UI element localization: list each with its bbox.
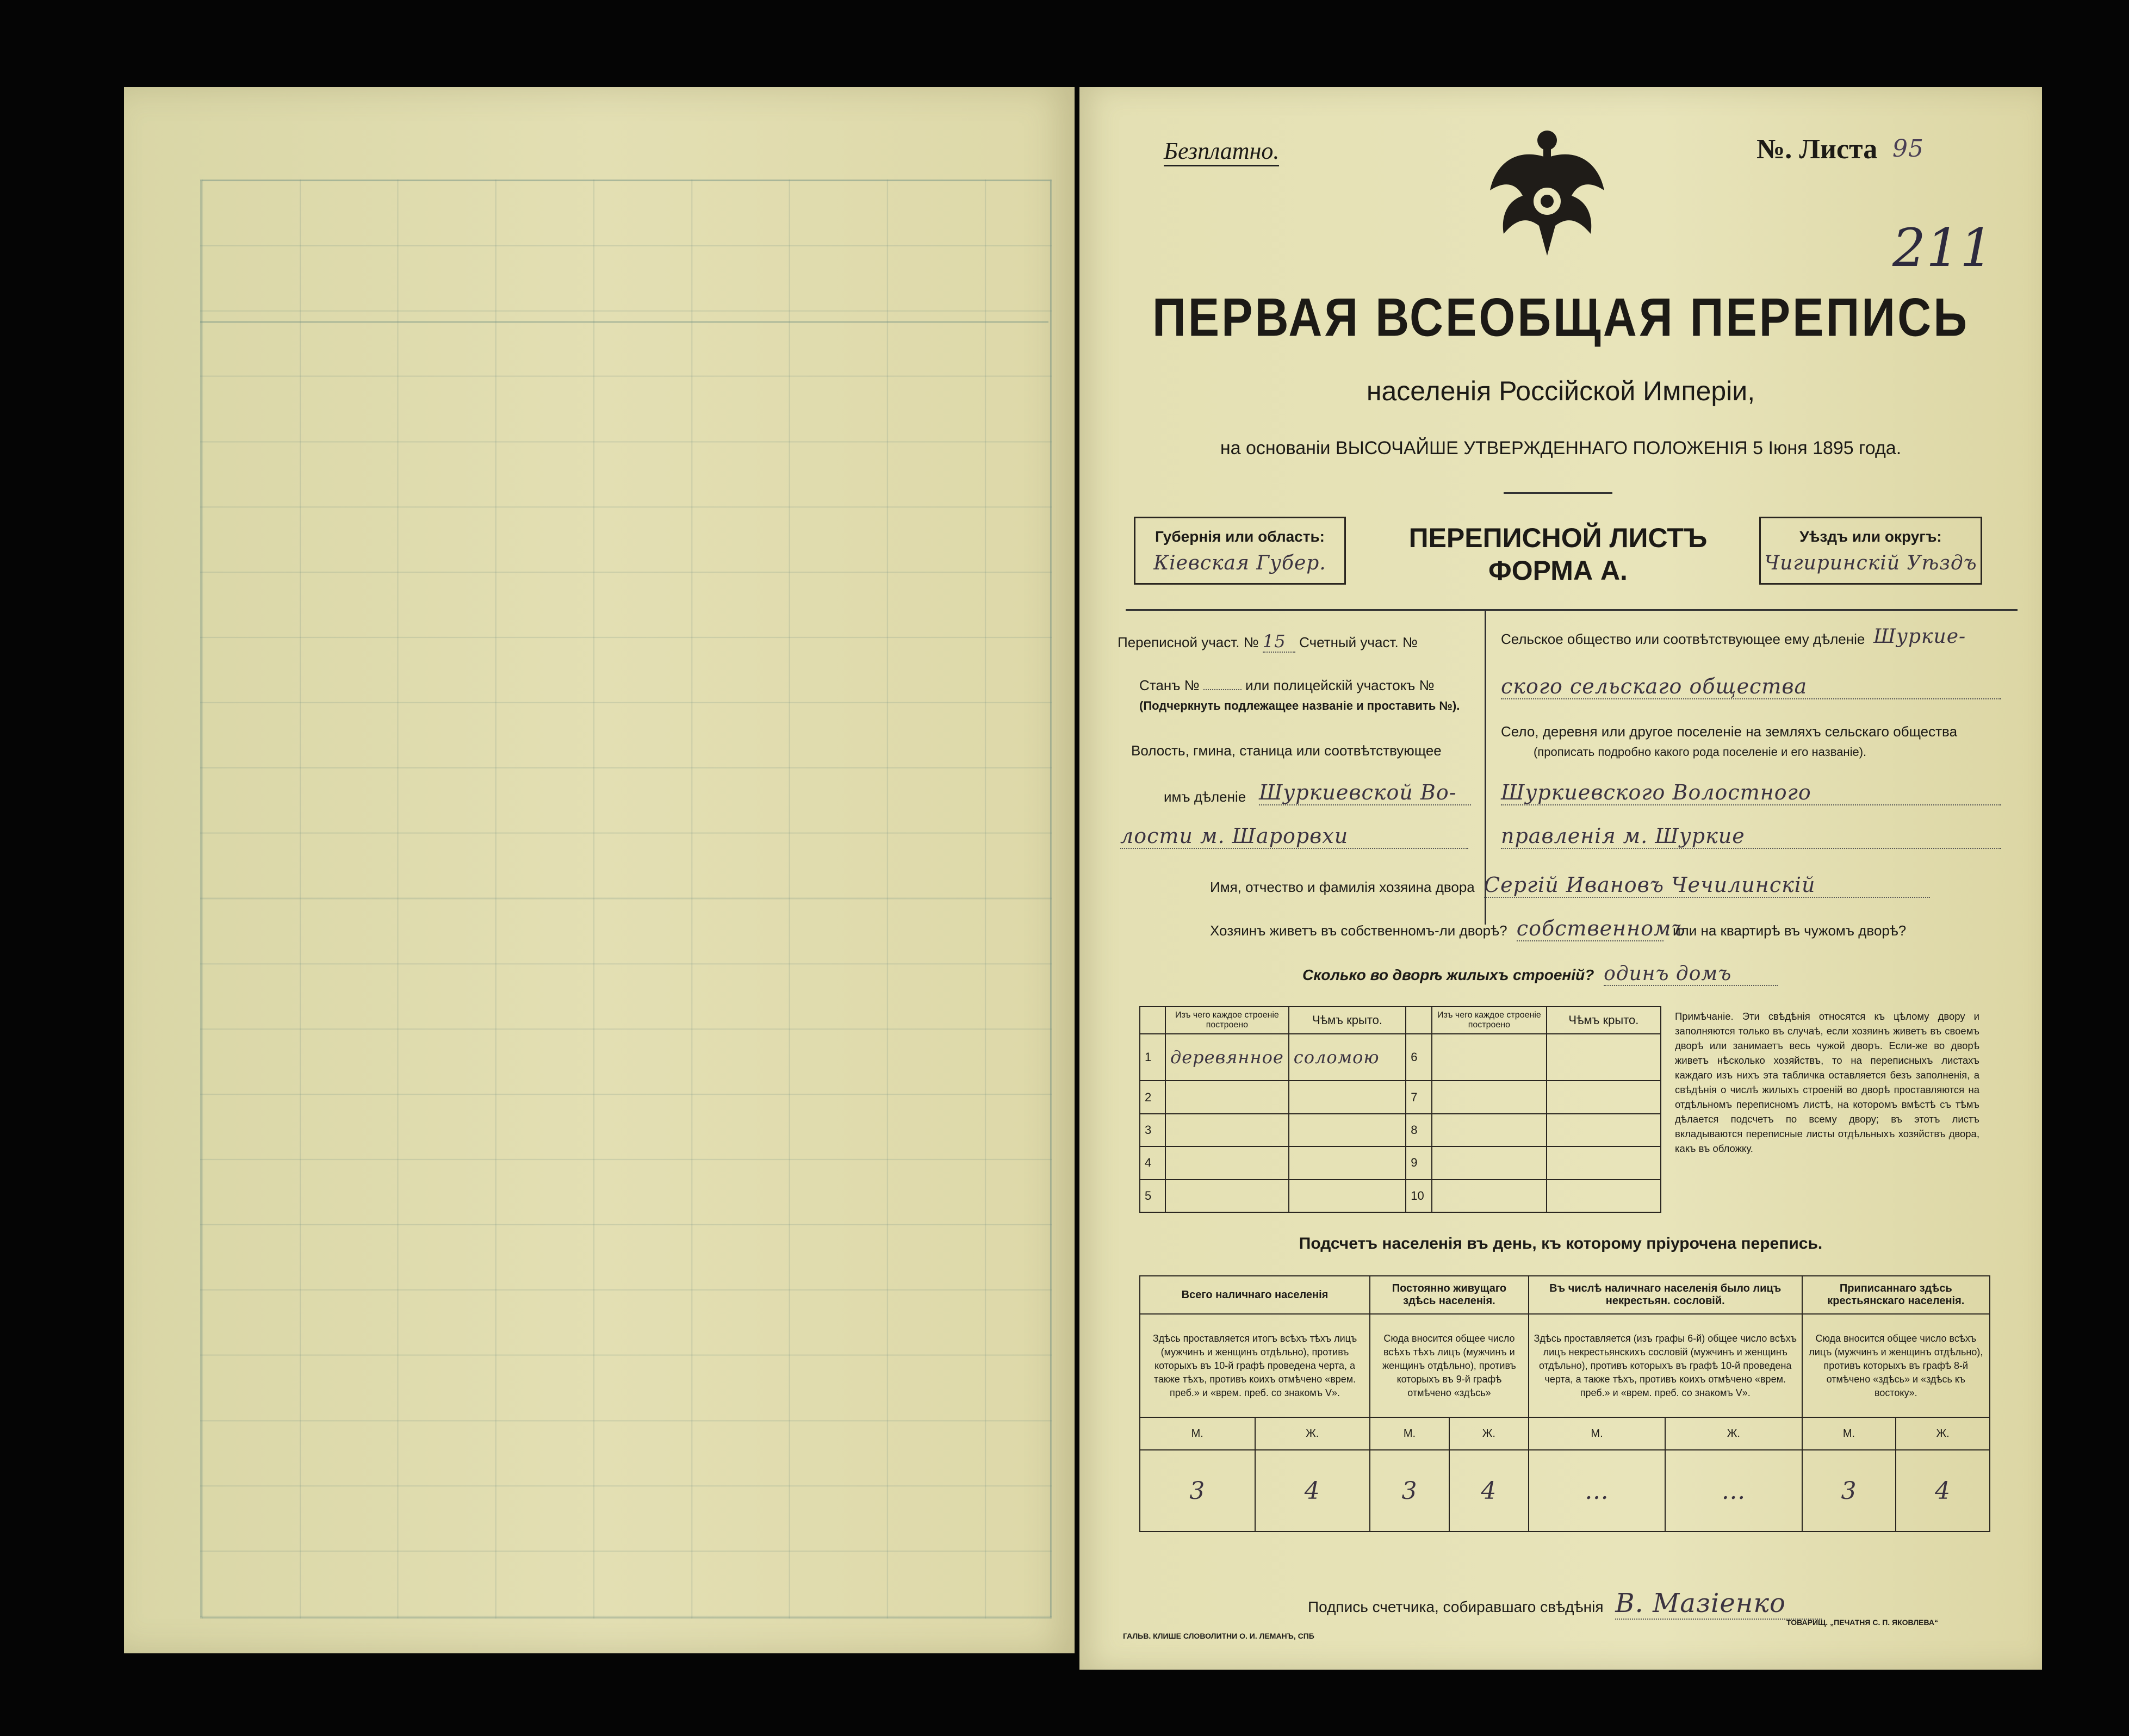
row-num: 3 (1140, 1114, 1165, 1146)
pop-col-header: Всего наличнаго населенія (1140, 1276, 1370, 1314)
owner-lives-label: Хозяинъ живетъ въ собственномъ-ли дворѣ? (1210, 922, 1507, 939)
count-male: 3 (1370, 1450, 1449, 1532)
subtitle: населенія Россійской Имперіи, (1366, 376, 1755, 406)
row-num: 7 (1406, 1081, 1432, 1113)
imprint-right: ТОВАРИЩ. „ПЕЧАТНЯ С. П. ЯКОВЛЕВА“ (1786, 1618, 1939, 1627)
table-row (1140, 1034, 1661, 1081)
row-num: 9 (1406, 1146, 1432, 1179)
sheet-no-value: 95 (1892, 135, 1924, 163)
owner-name-row (1210, 873, 1930, 898)
main-title: ПЕРВАЯ ВСЕОБЩАЯ ПЕРЕПИСЬ (1152, 287, 1970, 348)
count-female: … (1665, 1450, 1802, 1532)
roof-cell: соломою (1289, 1034, 1406, 1081)
double-headed-eagle-icon (1485, 125, 1610, 261)
gubernia-value: Кіевская Губер. (1153, 552, 1326, 574)
census-district-value: 15 (1263, 631, 1295, 653)
buildings-note: Примѣчаніе. Эти свѣдѣнія относятся къ цѣлому двору и заполняются только въ случаѣ, если хозяинъ живетъ въ своемъ дворѣ или занимаетъ весь чужой дворъ. Если-же во дворѣ живетъ нѣсколько хозяйствъ, то на переписныхъ листахъ каждаго изъ нихъ эта табличка оставляется безъ заполненія, а свѣдѣнія о числѣ жилыхъ строеній во дворѣ проставляются на отдѣльномъ переписномъ листѣ, на которомъ вмѣстѣ съ тѣмъ дѣлается подсчетъ по всему двору; въ этотъ листъ вкладываются переписные листы отдѣльныхъ хозяйствъ двора, какъ въ обложку. (1675, 1010, 1979, 1154)
owner-lives-row (1210, 916, 1906, 941)
col-material-header-2: Изъ чего каждое строеніе построено (1432, 1007, 1547, 1034)
row-num: 1 (1140, 1034, 1165, 1081)
population-table (1139, 1275, 1990, 1532)
sheet-title: ПЕРЕПИСНОЙ ЛИСТЪ (1408, 523, 1708, 553)
material-cell (1432, 1146, 1547, 1179)
society-value-2: ского сельскаго общества (1501, 674, 2001, 699)
owner-lives-label-2: или на квартирѣ въ чужомъ дворѣ? (1673, 922, 1907, 939)
count-female: 4 (1255, 1450, 1370, 1532)
free-label: Безплатно. (1164, 137, 1279, 166)
buildings-row (1302, 963, 1778, 986)
count-district-label: Счетный участ. № (1299, 634, 1418, 650)
row-num: 8 (1406, 1114, 1432, 1146)
volost-label-2: имъ дѣленіе (1164, 789, 1246, 805)
male-label: М. (1802, 1417, 1896, 1450)
female-label: Ж. (1449, 1417, 1529, 1450)
pop-col-header: Приписаннаго здѣсь крестьянскаго населенія. (1802, 1276, 1990, 1314)
village-label: Село, деревня или другое поселеніе на земляхъ сельскаго общества (1501, 723, 1958, 740)
material-cell (1165, 1180, 1289, 1212)
buildings-table (1139, 1006, 1661, 1213)
roof-cell (1547, 1146, 1661, 1179)
male-label: М. (1370, 1417, 1449, 1450)
volost-value-1: Шуркиевской Во- (1259, 780, 1471, 805)
roof-cell (1289, 1081, 1406, 1113)
roof-cell (1289, 1114, 1406, 1146)
count-male: 3 (1802, 1450, 1896, 1532)
row-num: 5 (1140, 1180, 1165, 1212)
pop-col-desc: Здѣсь проставляется (изъ графы 6-й) общее число всѣхъ лицъ некрестьянскихъ сословій (мужчинъ и женщинъ отдѣльно), противъ которыхъ въ графѣ 10-й проведена черта, а также тѣхъ, противъ коихъ отмѣчено «врем. преб.» и «врем. преб. со знакомъ V». (1529, 1314, 1802, 1417)
section-divider (1126, 609, 2018, 611)
underline-note: (Подчеркнуть подлежащее названіе и проставить №). (1139, 699, 1460, 712)
row-num: 6 (1406, 1034, 1432, 1081)
pop-col-header: Въ числѣ наличнаго населенія было лицъ некрестьян. сословій. (1529, 1276, 1802, 1314)
form-title: ФОРМА А. (1488, 555, 1628, 586)
count-male: 3 (1140, 1450, 1255, 1532)
police-label: или полицейскій участокъ № (1245, 677, 1435, 693)
pop-col-desc: Сюда вносится общее число всѣхъ тѣхъ лицъ (мужчинъ и женщинъ отдѣльно), противъ которыхъ въ 9-й графѣ отмѣчено «здѣсь» (1370, 1314, 1529, 1417)
count-female: 4 (1896, 1450, 1990, 1532)
owner-name-value: Сергій Ивановъ Чечилинскій (1484, 873, 1930, 898)
volost-label-1: Волость, гмина, станица или соотвѣтствующее (1131, 742, 1442, 759)
female-label: Ж. (1896, 1417, 1990, 1450)
population-title: Подсчетъ населенія въ день, къ которому пріурочена перепись. (1299, 1235, 1823, 1253)
male-label: М. (1140, 1417, 1255, 1450)
ornament-divider (1504, 492, 1612, 494)
row-num: 2 (1140, 1081, 1165, 1113)
row-num: 4 (1140, 1146, 1165, 1179)
material-cell (1432, 1114, 1547, 1146)
pop-col-desc: Сюда вносится общее число всѣхъ лицъ (мужчинъ и женщинъ отдѣльно), противъ которыхъ въ графѣ 8-й отмѣчено «здѣсь» и «здѣсь къ востоку». (1802, 1314, 1990, 1417)
material-cell (1165, 1146, 1289, 1179)
society-value-1: Шуркие- (1873, 625, 1966, 648)
owner-lives-value: собственномъ (1516, 916, 1686, 940)
table-row (1140, 1180, 1661, 1212)
material-cell (1432, 1034, 1547, 1081)
village-note: (прописать подробно какого рода поселеніе и его названіе). (1534, 745, 1867, 759)
count-male: … (1529, 1450, 1665, 1532)
owner-name-label: Имя, отчество и фамилія хозяина двора (1210, 879, 1475, 895)
signature-value: В. Мазіенко (1615, 1588, 1822, 1620)
col-roof-header: Чѣмъ крыто. (1289, 1007, 1406, 1034)
faded-grid-table (200, 179, 1052, 1619)
uezd-value: Чигиринскій Уѣздъ (1764, 552, 1977, 574)
village-value-1: Шуркиевского Волостного (1501, 780, 2001, 805)
roof-cell (1289, 1180, 1406, 1212)
pop-col-header: Постоянно живущаго здѣсь населенія. (1370, 1276, 1529, 1314)
sheet-no-label: №. Листа (1756, 134, 1878, 165)
roof-cell (1289, 1146, 1406, 1179)
imprint-left: ГАЛЬВ. КЛИШЕ СЛОВОЛИТНИ О. И. ЛЕМАНЪ, СПБ (1123, 1632, 1314, 1640)
uezd-label: Уѣздъ или округъ: (1799, 528, 1942, 545)
gubernia-label: Губернія или область: (1154, 528, 1325, 545)
signature-label: Подпись счетчика, собиравшаго свѣдѣнія (1308, 1598, 1604, 1615)
census-form-page (1079, 87, 2042, 1670)
material-cell: деревянное (1165, 1034, 1289, 1081)
material-cell (1432, 1081, 1547, 1113)
stan-label: Станъ № (1139, 677, 1200, 693)
buildings-value: одинъ домъ (1604, 963, 1778, 986)
census-district-label: Переписной участ. № (1118, 634, 1259, 650)
volost-value-2: лости м. Шарорвхи (1120, 824, 1468, 849)
buildings-label: Сколько во дворѣ жилыхъ строеній? (1302, 966, 1594, 983)
col-material-header: Изъ чего каждое строеніе построено (1165, 1007, 1289, 1034)
pop-col-desc: Здѣсь проставляется итогъ всѣхъ тѣхъ лицъ (мужчинъ и женщинъ отдѣльно), противъ которыхъ въ 10-й графѣ проведена черта, а также тѣхъ, противъ коихъ отмѣчено «врем. преб.» и «врем. преб. со знакомъ V». (1140, 1314, 1370, 1417)
material-cell (1165, 1114, 1289, 1146)
table-row (1140, 1146, 1661, 1179)
roof-cell (1547, 1034, 1661, 1081)
basis-line: на основаніи ВЫСОЧАЙШЕ УТВЕРЖДЕННАГО ПОЛОЖЕНІЯ 5 Іюня 1895 года. (1220, 438, 1902, 458)
male-label: М. (1529, 1417, 1665, 1450)
female-label: Ж. (1255, 1417, 1370, 1450)
society-label: Сельское общество или соотвѣтствующее ему дѣленіе (1501, 631, 1865, 647)
count-female: 4 (1449, 1450, 1529, 1532)
material-cell (1165, 1081, 1289, 1113)
uezd-box (1759, 517, 1982, 585)
faded-table-header (200, 179, 1048, 323)
table-row (1140, 1114, 1661, 1146)
row-num: 10 (1406, 1180, 1432, 1212)
signature-row (1308, 1588, 1822, 1620)
roof-cell (1547, 1081, 1661, 1113)
gubernia-box (1134, 517, 1346, 585)
table-row (1140, 1081, 1661, 1113)
material-cell (1432, 1180, 1547, 1212)
col-roof-header-2: Чѣмъ крыто. (1547, 1007, 1661, 1034)
roof-cell (1547, 1114, 1661, 1146)
stamp-number: 211 (1892, 218, 1994, 278)
roof-cell (1547, 1180, 1661, 1212)
village-value-2: правленія м. Шуркие (1501, 824, 2001, 849)
female-label: Ж. (1665, 1417, 1802, 1450)
left-page (124, 87, 1075, 1653)
